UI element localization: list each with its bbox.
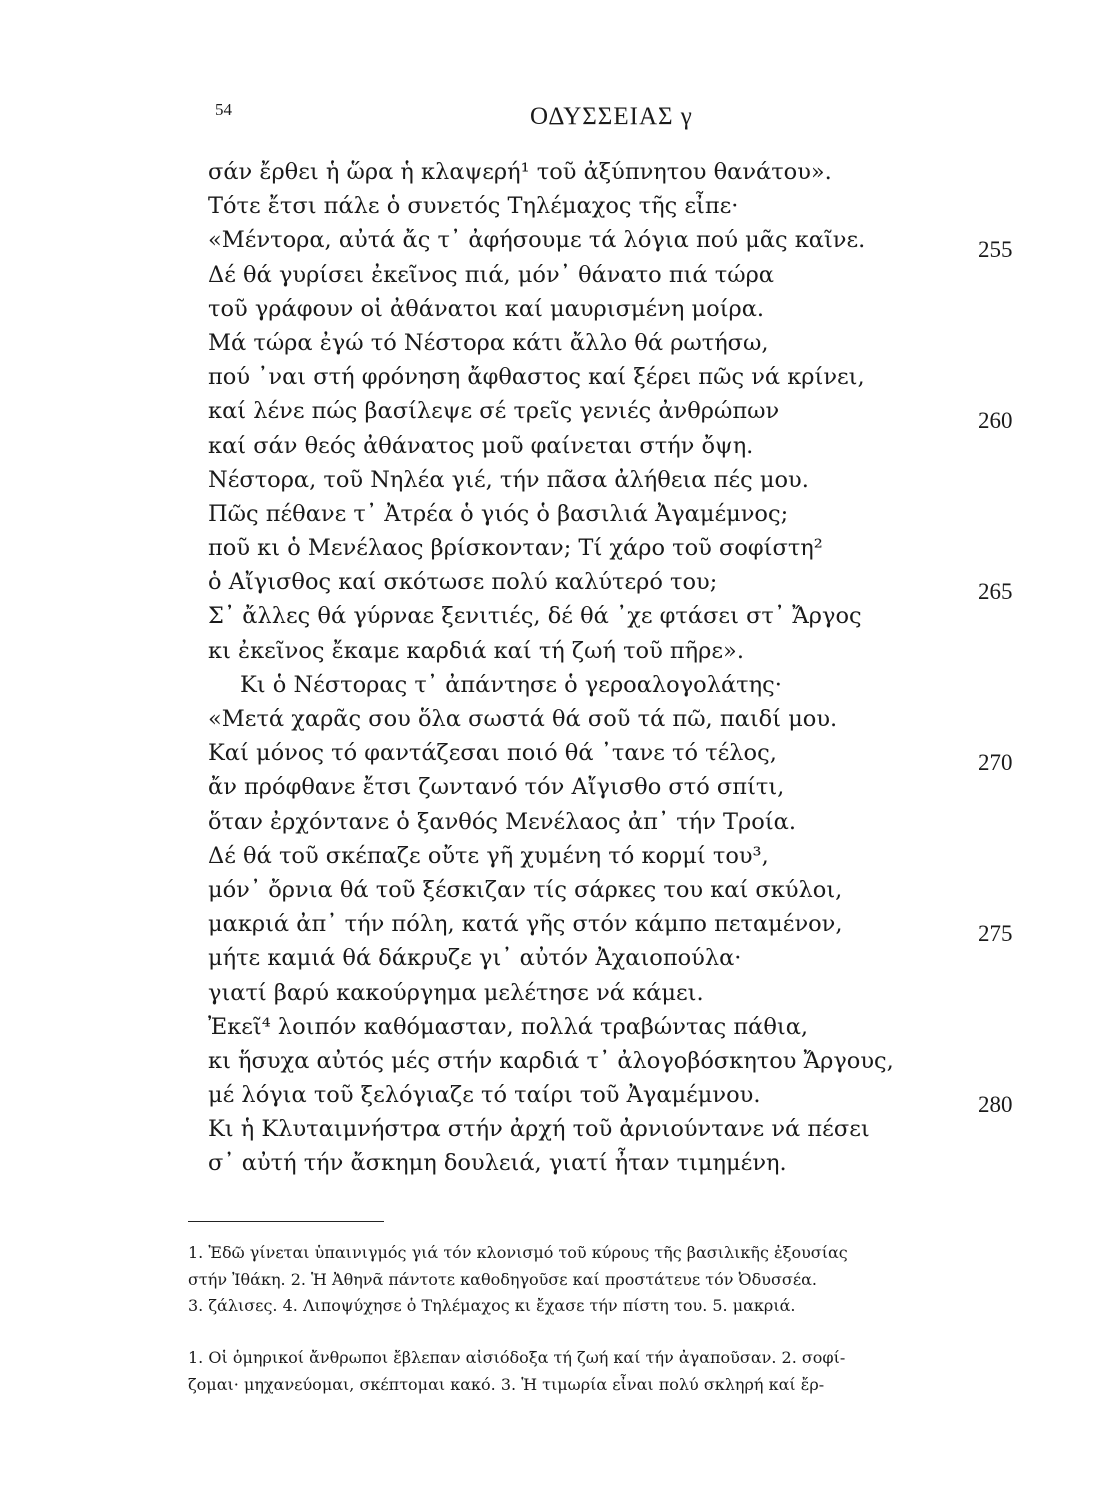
- verse-line: [0, 565, 1098, 605]
- verse-line: [0, 1146, 1098, 1180]
- verse-line: [0, 1044, 1098, 1078]
- verse-line: [0, 258, 1098, 292]
- running-title: ΟΔΥΣΣΕΙΑΣ γ: [530, 103, 693, 130]
- verse-line: [0, 1112, 1098, 1146]
- verse-text: μόν᾽ ὄρνια θά τοῦ ξέσκιζαν τίς σάρκες του καί σκύλοι,: [208, 876, 843, 903]
- verse-line: [0, 292, 1098, 326]
- verse-text: Σ᾽ ἄλλες θά γύρναε ξενιτιές, δέ θά ᾽χε φτάσει στ᾽ Ἄργος: [208, 603, 862, 630]
- verse-line: [0, 976, 1098, 1010]
- verse-line: [0, 873, 1098, 907]
- verse-line: [0, 839, 1098, 873]
- verse-text: Καί μόνος τό φαντάζεσαι ποιό θά ᾽τανε τό τέλος,: [208, 740, 777, 767]
- verse-line: [0, 907, 1098, 947]
- verse-text: σάν ἔρθει ἡ ὥρα ἡ κλαψερή¹ τοῦ ἀξύπνητου θανάτου».: [208, 159, 832, 185]
- verse-line: [0, 634, 1098, 668]
- verse-text: ὁ Αἴγισθος καί σκότωσε πολύ καλύτερό του;: [208, 569, 718, 596]
- footnote-line: ζομαι· μηχανεύομαι, σκέπτομαι κακό. 3. Ἡ τιμωρία εἶναι πολύ σκληρή καί ἔρ-: [188, 1374, 825, 1394]
- verse-line: [0, 599, 1098, 633]
- verse-text: Δέ θά τοῦ σκέπαζε οὔτε γῆ χυμένη τό κορμί του³,: [208, 842, 769, 869]
- verse-text: τοῦ γράφουν οἱ ἀθάνατοι καί μαυρισμένη μοίρα.: [208, 295, 765, 322]
- verse-text: ἄν πρόφθανε ἔτσι ζωντανό τόν Αἴγισθο στό σπίτι,: [208, 774, 785, 801]
- verse-text: μακριά ἀπ᾽ τήν πόλη, κατά γῆς στόν κάμπο πεταμένον,: [208, 911, 843, 938]
- verse-text: Μά τώρα ἐγώ τό Νέστορα κάτι ἄλλο θά ρωτήσω,: [208, 329, 769, 356]
- verse-text: καί λένε πώς βασίλεψε σέ τρεῖς γενιές ἀνθρώπων: [208, 398, 780, 425]
- verse-line: [0, 463, 1098, 497]
- verse-text: Πῶς πέθανε τ᾽ Ἀτρέα ὁ γιός ὁ βασιλιά Ἀγαμέμνος;: [208, 500, 789, 527]
- verse-line: [0, 770, 1098, 804]
- verse-text: πού ᾽ναι στή φρόνηση ἄφθαστος καί ξέρει πῶς νά κρίνει,: [208, 364, 865, 391]
- verse-text: Νέστορα, τοῦ Νηλέα γιέ, τήν πᾶσα ἀλήθεια πές μου.: [208, 466, 809, 493]
- line-number: 260: [978, 408, 1013, 434]
- verse-text: Ἐκεῖ⁴ λοιπόν καθόμασταν, πολλά τραβώντας πάθια,: [208, 1013, 809, 1040]
- verse-text: «Μέντορα, αὐτά ἄς τ᾽ ἀφήσουμε τά λόγια πού μᾶς καῖνε.: [208, 227, 866, 254]
- line-number: 270: [978, 750, 1013, 776]
- verse-line: [0, 360, 1098, 394]
- verse-line: [0, 1010, 1098, 1044]
- verse-text: κι ἥσυχα αὐτός μές στήν καρδιά τ᾽ ἀλογοβόσκητου Ἄργους,: [208, 1047, 894, 1074]
- verse-line: [0, 702, 1098, 736]
- footnotes-commentary: [188, 1345, 1018, 1398]
- verse-line: [0, 394, 1098, 434]
- verse-text: γιατί βαρύ κακούργημα μελέτησε νά κάμει.: [208, 979, 704, 1006]
- verse-line: [0, 668, 1098, 702]
- verse-line: [0, 805, 1098, 839]
- verse-line: [0, 497, 1098, 531]
- line-number: 255: [978, 237, 1013, 263]
- verse-text: μήτε καμιά θά δάκρυζε γι᾽ αὐτόν Ἀχαιοπούλα·: [208, 945, 742, 972]
- verse-text: σ᾽ αὐτή τήν ἄσκημη δουλειά, γιατί ἦταν τιμημένη.: [208, 1150, 787, 1177]
- verse-block: [0, 155, 1098, 1181]
- verse-line: [0, 189, 1098, 223]
- verse-line: [0, 429, 1098, 463]
- footnotes-glossary: [188, 1240, 1018, 1320]
- line-number: 275: [978, 921, 1013, 947]
- verse-line: [0, 1078, 1098, 1118]
- verse-line: [0, 736, 1098, 776]
- verse-text: μέ λόγια τοῦ ξελόγιαζε τό ταίρι τοῦ Ἀγαμέμνου.: [208, 1082, 761, 1109]
- verse-text: καί σάν θεός ἀθάνατος μοῦ φαίνεται στήν ὄψη.: [208, 432, 754, 459]
- footnote-line: 3. ζάλισες. 4. Λιποψύχησε ὁ Τηλέμαχος κι ἔχασε τήν πίστη του. 5. μακριά.: [188, 1296, 796, 1315]
- footnote-line: 1. Οἱ ὁμηρικοί ἄνθρωποι ἔβλεπαν αἰσιόδοξα τή ζωή καί τήν ἀγαποῦσαν. 2. σοφί-: [188, 1348, 846, 1367]
- verse-text: Τότε ἔτσι πάλε ὁ συνετός Τηλέμαχος τῆς εἶπε·: [208, 193, 739, 220]
- page-number: 54: [215, 100, 232, 119]
- verse-line: [0, 155, 1098, 189]
- verse-text: Δέ θά γυρίσει ἐκεῖνος πιά, μόν᾽ θάνατο πιά τώρα: [208, 261, 774, 288]
- verse-line: [0, 941, 1098, 975]
- verse-line: [0, 531, 1098, 565]
- verse-text: κι ἐκεῖνος ἔκαμε καρδιά καί τή ζωή τοῦ πῆρε».: [208, 637, 744, 664]
- footnote-line: στήν Ἰθάκη. 2. Ἡ Ἀθηνᾶ πάντοτε καθοδηγοῦσε καί προστάτευε τόν Ὀδυσσέα.: [188, 1269, 818, 1289]
- footnote-divider: [188, 1221, 384, 1222]
- verse-text: ὅταν ἐρχόντανε ὁ ξανθός Μενέλαος ἀπ᾽ τήν Τροία.: [208, 808, 796, 835]
- line-number: 265: [978, 579, 1013, 605]
- verse-line: [0, 223, 1098, 263]
- verse-text: ποῦ κι ὁ Μενέλαος βρίσκονταν; Τί χάρο τοῦ σοφίστη²: [208, 535, 823, 562]
- verse-line: [0, 326, 1098, 360]
- footnote-line: 1. Ἐδῶ γίνεται ὑπαινιγμός γιά τόν κλονισμό τοῦ κύρους τῆς βασιλικῆς ἐξουσίας: [188, 1243, 848, 1262]
- line-number: 280: [978, 1092, 1013, 1118]
- verse-text: Κι ὁ Νέστορας τ᾽ ἀπάντησε ὁ γεροαλογολάτης·: [240, 671, 782, 698]
- verse-text: «Μετά χαρᾶς σου ὅλα σωστά θά σοῦ τά πῶ, παιδί μου.: [208, 706, 838, 732]
- verse-text: Κι ἡ Κλυταιμνήστρα στήν ἀρχή τοῦ ἀρνιούντανε νά πέσει: [208, 1116, 870, 1143]
